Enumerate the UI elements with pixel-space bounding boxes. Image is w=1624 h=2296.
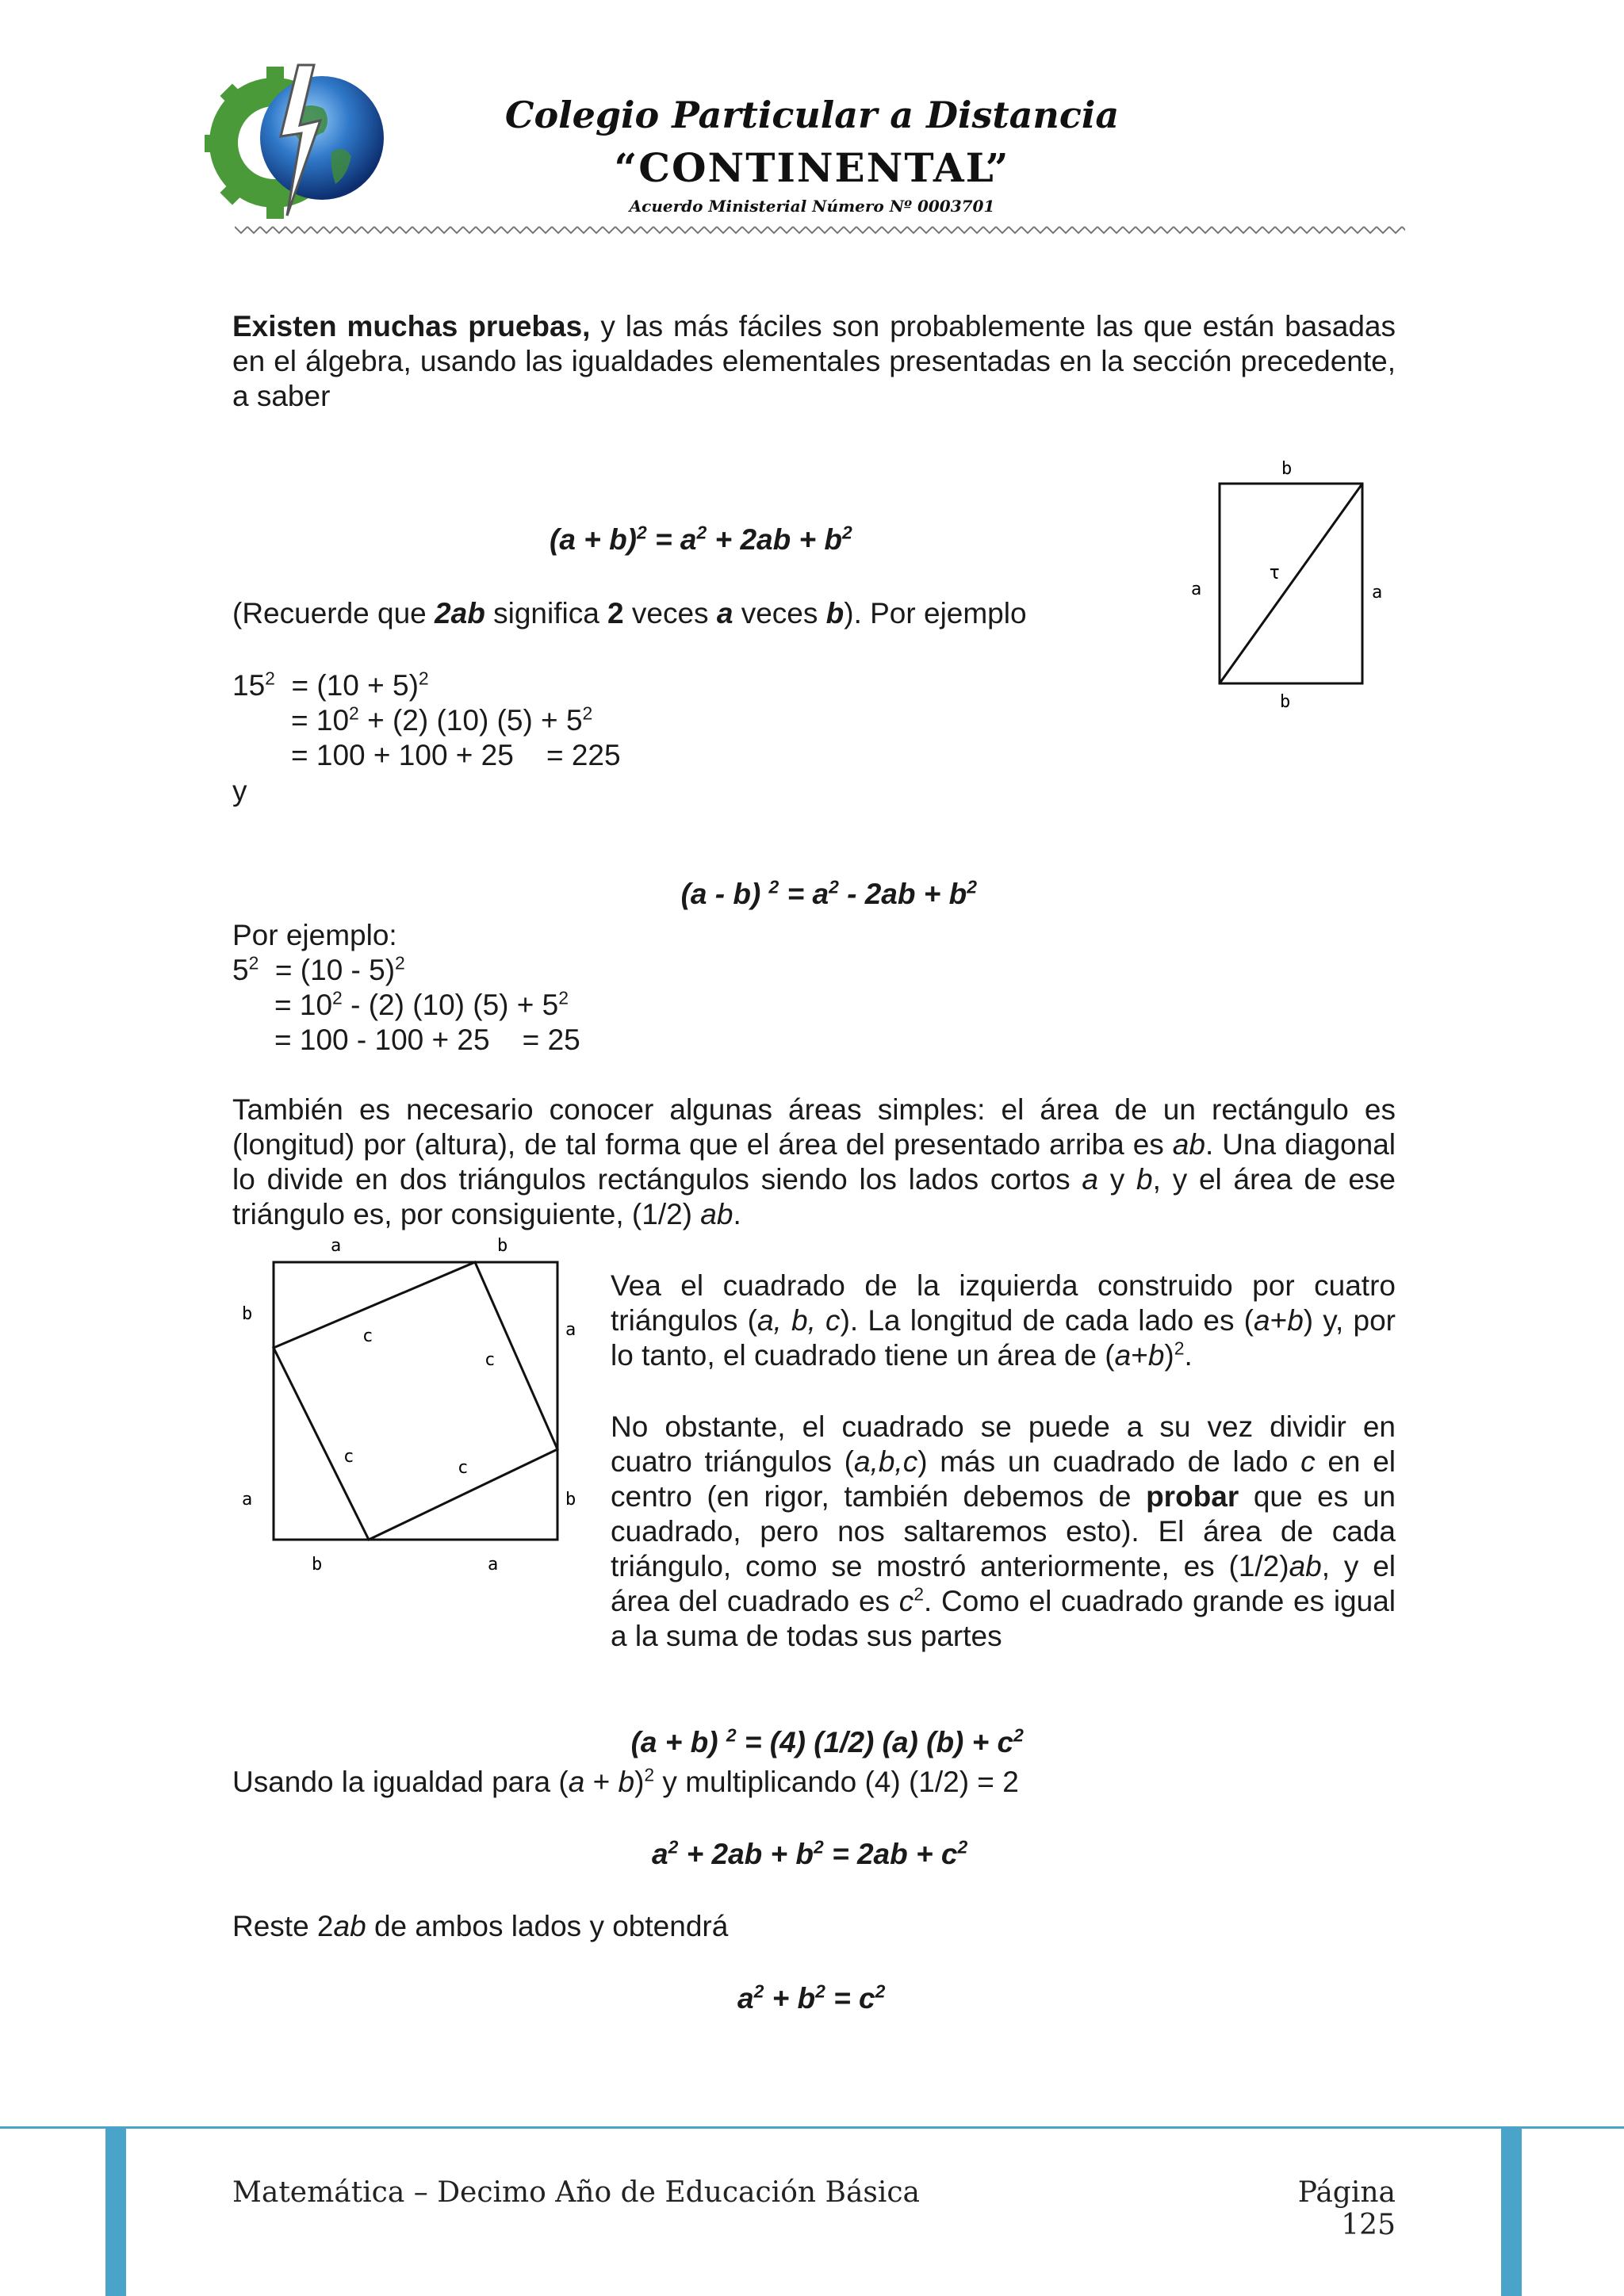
equation-expanded: $a^2 + 2ab + b^2 = 2ab + c^2$ bbox=[652, 1836, 968, 1870]
vea-paragraph: Vea el cuadrado de la izquierda construido por cuatro triángulos (a, b, c). La longitud de cada lado es (a+b) y, por lo tanto, el cuadrado tiene un área de $(a+b)^2$. bbox=[611, 1269, 1396, 1372]
sq-label-c1: c bbox=[362, 1326, 373, 1346]
school-name: Colegio Particular a Distancia bbox=[504, 94, 1120, 136]
rect-label-left: a bbox=[1191, 580, 1202, 599]
sq-label-top-a: a bbox=[331, 1236, 342, 1256]
footer-bar-left bbox=[105, 2126, 126, 2296]
intro-bold: Existen muchas pruebas, bbox=[232, 310, 591, 342]
recuerde-line: (Recuerde que 2ab significa 2 veces a veces b). Por ejemplo bbox=[232, 597, 1027, 629]
rect-label-bottom: b bbox=[1280, 692, 1291, 712]
sq-label-right-b: b bbox=[565, 1490, 576, 1510]
sq-label-top-b: b bbox=[497, 1236, 508, 1256]
sq-label-right-a: a bbox=[565, 1320, 576, 1340]
reste-line: Reste 2ab de ambos lados y obtendrá bbox=[232, 1910, 729, 1942]
footer-bar-right bbox=[1501, 2126, 1522, 2296]
sq-label-left-b: b bbox=[242, 1304, 253, 1324]
usando-line: Usando la igualdad para $(a + b)^2$ y multiplicando (4) (1/2) = 2 bbox=[232, 1764, 1019, 1798]
sq-label-c2: c bbox=[485, 1350, 496, 1370]
footer-rule bbox=[0, 2126, 1624, 2129]
page-number: Página 125 bbox=[1297, 2176, 1396, 2241]
equation-area-decomposition: (a + b) $^2$ = (4) (1/2) (a) $(b) + c^2$ bbox=[630, 1724, 1024, 1758]
ministerial-agreement: Acuerdo Ministerial Número Nº 0003701 bbox=[629, 197, 995, 216]
header-divider bbox=[235, 224, 1405, 236]
no-obstante-paragraph: No obstante, el cuadrado se puede a su vez dividir en cuatro triángulos (a,b,c) más un cuadrado de lado c en el centro (en rigor, también debemos de probar que es un cuadrado, pero nos saltaremos esto). El área de cada triángulo, como se mostró anteriormente, es (1/2)ab, y el área del cuadrado es $c^2$. Como el cuadrado grande es igual a la suma de todas sus partes bbox=[611, 1410, 1396, 1652]
example-2-label: Por ejemplo: bbox=[232, 919, 397, 951]
sq-label-left-a: a bbox=[242, 1490, 253, 1510]
areas-paragraph: También es necesario conocer algunas áreas simples: el área de un rectángulo es (longitud) por (altura), de tal forma que el área del presentado arriba es ab. Una diagonal lo divide en dos triángulos rectángulos siendo los lados cortos a y b, y el área de ese triángulo es, por consiguiente, (1/2) ab. bbox=[232, 1093, 1396, 1230]
intro-paragraph: Existen muchas pruebas, y las más fáciles son probablemente las que están basadas en el álgebra, usando las igualdades elementales presentadas en la sección precedente, a saber bbox=[232, 310, 1396, 412]
example-1-line1: $15^2 = (10 + 5)^2$ bbox=[232, 668, 429, 702]
sq-label-bottom-a: a bbox=[488, 1555, 499, 1575]
footer-course-title: Matemática – Decimo Año de Educación Básica bbox=[232, 2176, 921, 2209]
example-1-y: y bbox=[232, 775, 247, 807]
school-name-continental: “CONTINENTAL” bbox=[614, 144, 1010, 191]
rect-label-right: a bbox=[1372, 583, 1383, 603]
equation-pythagorean-theorem: $a^2 + b^2 = c^2$ bbox=[737, 1980, 886, 2015]
sq-label-c3: c bbox=[343, 1447, 354, 1467]
square-proof-figure bbox=[232, 1227, 597, 1592]
equation-square-of-sum: $(a + b)^2 = a^2 + 2ab + b^2$ bbox=[550, 522, 852, 556]
sq-label-bottom-b: b bbox=[312, 1555, 323, 1575]
example-2-line1: $5^2 = (10 - 5)^2$ bbox=[232, 952, 405, 986]
sq-label-c4: c bbox=[458, 1458, 469, 1478]
rectangle-diagonal-figure bbox=[1182, 452, 1396, 721]
example-2-line2: = $10^2 - (2)$ (10) $(5) + 5^2$ bbox=[274, 987, 569, 1021]
rect-label-top: b bbox=[1281, 459, 1293, 479]
equation-square-of-difference: (a - b) $^2 = a^2 - 2ab + b^2$ bbox=[680, 876, 977, 910]
example-2-line3: = 100 - 100 + 25 = 25 bbox=[274, 1024, 580, 1056]
example-1-line3: = 100 + 100 + 25 = 225 bbox=[291, 739, 621, 771]
example-1-line2: = $10^2 + (2)$ (10) $(5) + 5^2$ bbox=[291, 702, 593, 737]
rect-label-diagonal: τ bbox=[1269, 561, 1281, 584]
